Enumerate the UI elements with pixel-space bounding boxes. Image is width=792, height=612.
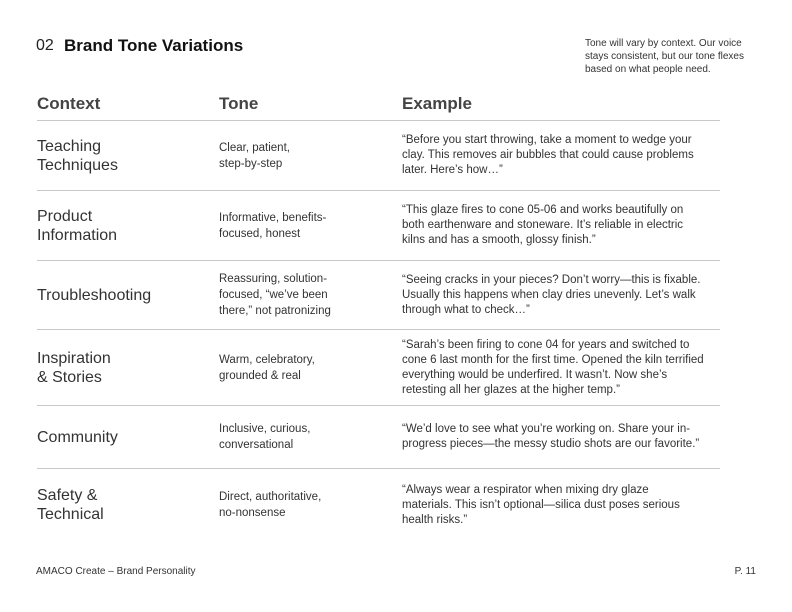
table-row <box>37 406 720 469</box>
context-cell: Safety & Technical <box>37 487 104 523</box>
example-cell: “Before you start throwing, take a moment to wedge your clay. This removes air bubbles that could cause problems later. Here’s how…” <box>402 134 694 176</box>
footer-page-number: P. 11 <box>734 566 756 577</box>
context-cell: Product Information <box>37 207 118 244</box>
context-cell: Inspiration & Stories <box>37 349 111 386</box>
table-row <box>37 121 720 191</box>
column-header-context: Context <box>37 94 101 113</box>
tone-cell: Warm, celebratory, grounded & real <box>219 353 315 382</box>
table-row <box>37 330 720 406</box>
example-cell: “We’d love to see what you’re working on. Share your in- progress pieces—the messy studio shots are our favorite.” <box>402 423 700 450</box>
intro-note: Tone will vary by context. Our voice stays consistent, but our tone flexes based on what people need. <box>585 38 744 75</box>
page-title: Brand Tone Variations <box>64 36 244 55</box>
column-header-example: Example <box>402 94 472 113</box>
tone-cell: Clear, patient, step-by-step <box>219 141 290 170</box>
tone-cell: Informative, benefits- focused, honest <box>219 211 327 240</box>
section-number: 02 <box>36 37 54 54</box>
tone-cell: Inclusive, curious, conversational <box>219 423 311 451</box>
table-row <box>37 191 720 261</box>
tone-cell: Reassuring, solution- focused, “we’ve been there,” not patronizing <box>219 273 331 317</box>
example-cell: “Sarah’s been firing to cone 04 for years and switched to cone 6 last month for the first time. Opened the kiln terrified everything would be underfired. It wasn’t. Now she’s retesting all her glazes at the higher temp.” <box>402 338 704 396</box>
tone-table <box>37 90 720 541</box>
example-cell: “Seeing cracks in your pieces? Don’t worry—this is fixable. Usually this happens when clay dries unevenly. Let’s walk through what to check…” <box>402 273 701 316</box>
table-header-row <box>37 90 720 121</box>
example-cell: “Always wear a respirator when mixing dry glaze materials. This isn’t optional—silica dust poses serious health risks.” <box>402 483 680 526</box>
context-cell: Community <box>37 428 118 446</box>
context-cell: Teaching Techniques <box>37 137 118 174</box>
context-cell: Troubleshooting <box>37 286 152 304</box>
table-row <box>37 469 720 541</box>
column-header-tone: Tone <box>219 94 259 113</box>
footer-document-title: AMACO Create – Brand Personality <box>36 566 196 577</box>
tone-cell: Direct, authoritative, no-nonsense <box>219 491 322 519</box>
table-row <box>37 261 720 330</box>
example-cell: “This glaze fires to cone 05-06 and works beautifully on both earthenware and stoneware. It’s reliable in electric kilns and has a smooth, glossy finish.” <box>402 204 684 246</box>
